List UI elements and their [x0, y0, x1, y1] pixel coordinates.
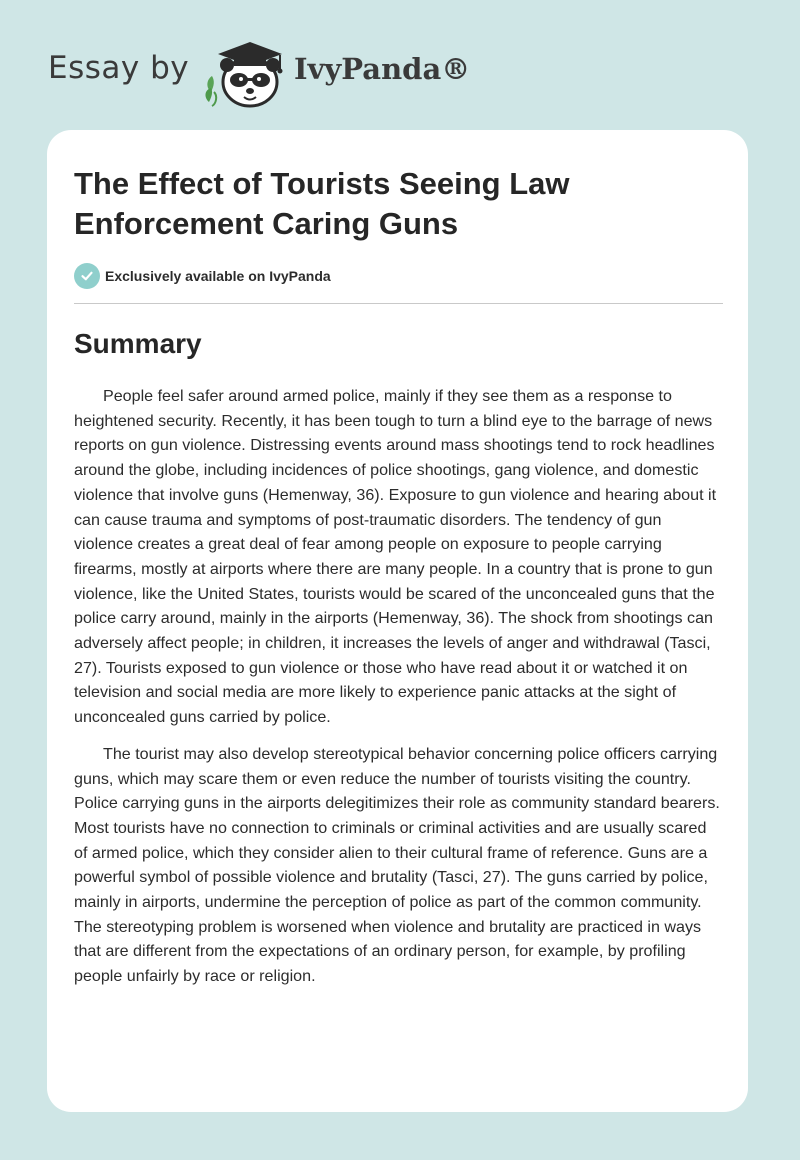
brand-name: IvyPanda® [294, 52, 471, 86]
check-circle-icon [74, 263, 100, 289]
section-heading: Summary [74, 328, 202, 359]
essay-body [74, 384, 724, 1001]
panda-graduate-icon [200, 36, 290, 108]
page-title: The Effect of Tourists Seeing Law Enforcement Caring Guns [74, 166, 570, 241]
essay-by-label: Essay by [48, 50, 190, 86]
paragraph: People feel safer around armed police, mainly if they see them as a response to heightened security. Recently, it has been tough to turn a blind eye to the barrage of news reports on gun violence. Distressing events around mass shootings tend to rock headlines around the globe, including incidences of police shootings, gang violence, and domestic violence that involve guns (Hemenway, 36). Exposure to gun violence and hearing about it can cause trauma and symptoms of post-traumatic disorders. The tendency of gun violence creates a great deal of fear among people on exposure to people carrying firearms, mostly at airports where there are many people. In a country that is prone to gun violence, like the United States, tourists would be scared of the unconcealed guns that the police carry around, mainly in the airports (Hemenway, 36). The shock from shootings can adversely affect people; in children, it increases the levels of anger and withdrawal (Tasci, 27). Tourists exposed to gun violence or those who have read about it or watched it on television and social media are more likely to experience panic attacks at the sight of unconcealed guns carried by police. [74, 387, 717, 727]
site-header [0, 0, 800, 130]
exclusive-label: Exclusively available on IvyPanda [105, 268, 331, 284]
essay-card [47, 130, 748, 1112]
divider [74, 303, 723, 304]
exclusive-badge [74, 263, 331, 289]
paragraph: The tourist may also develop stereotypical behavior concerning police officers carrying guns, which may scare them or even reduce the number of tourists visiting the country. Police carrying guns in the airports delegitimizes their role as community standard bearers. Most tourists have no connection to criminals or criminal activities and are usually scared of armed police, which they consider alien to their cultural frame of reference. Guns are a powerful symbol of possible violence and brutality (Tasci, 27). The guns carried by police, mainly in airports, undermine the perception of police as part of the common community. The stereotyping problem is worsened when violence and brutality are practiced in ways that are different from the expectations of an ordinary person, for example, by profiling people unfairly by race or religion. [74, 744, 720, 986]
